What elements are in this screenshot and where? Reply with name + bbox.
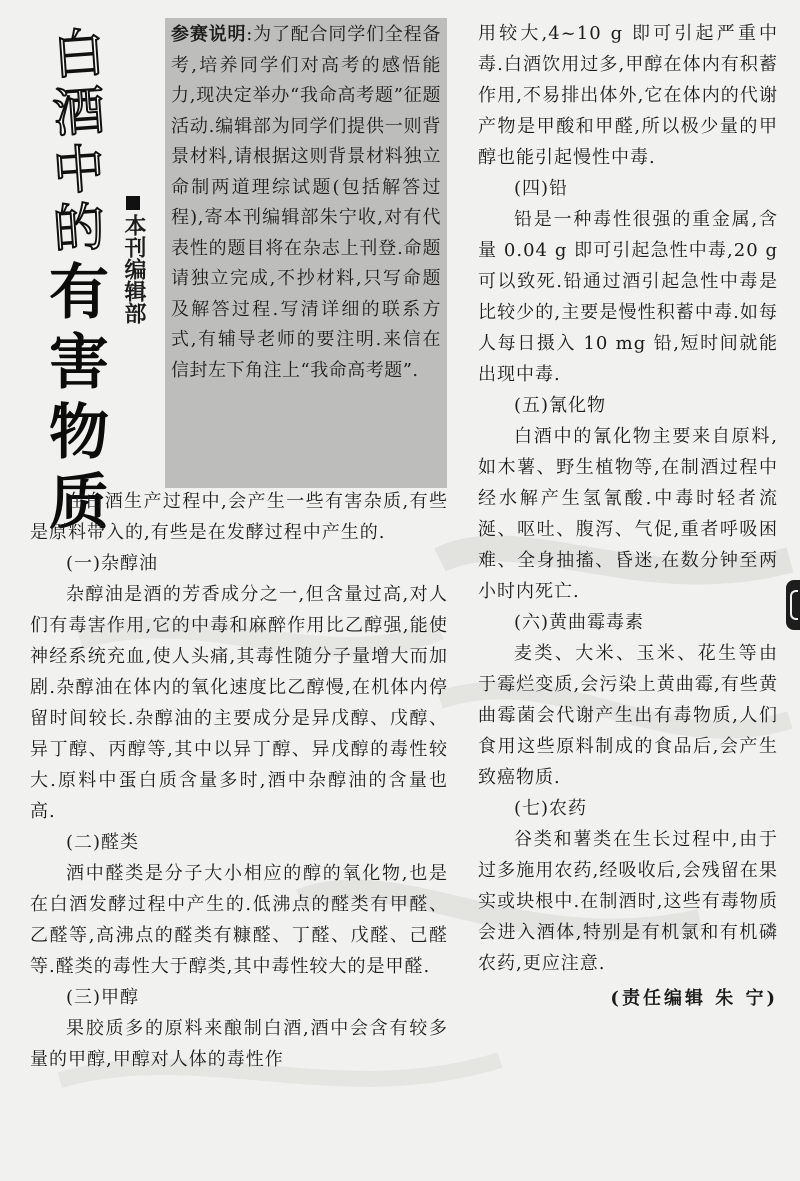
section-heading: (四)铅 bbox=[514, 178, 569, 199]
article-title bbox=[34, 23, 124, 538]
section-body: 白酒中的氰化物主要来自原料,如木薯、野生植物等,在制酒过程中经水解产生氢氰酸.中毒时轻者流涎、呕吐、腹泻、气促,重者呼吸困难、全身抽搐、昏迷,在数分钟至两小时内死亡. bbox=[478, 426, 778, 602]
section-body: 铅是一种毒性很强的重金属,含量 0.04 g 即可引起急性中毒,20 g 可以致死.铅通过酒引起急性中毒是比较少的,主要是慢性积蓄中毒.如每人每日摄入 10 mg 铅,短时间就能出现中毒. bbox=[478, 209, 778, 385]
section-body: 谷类和薯类在生长过程中,由于过多施用农药,经吸收后,会残留在果实或块根中.在制酒时,这些有毒物质会进入酒体,特别是有机氯和有机磷农药,更应注意. bbox=[478, 829, 778, 974]
section-body: 果胶质多的原料来酿制白酒,酒中会含有较多量的甲醇,甲醇对人体的毒性作 bbox=[30, 1018, 448, 1070]
section-body: 杂醇油是酒的芳香成分之一,但含量过高,对人们有毒害作用,它的中毒和麻醉作用比乙醇强,能使神经系统充血,使人头痛,其毒性随分子量增大而加剧.杂醇油在体内的氧化速度比乙醇慢,在机体内停留时间较长.杂醇油的主要成分是异戊醇、戊醇、异丁醇、丙醇等,其中以异丁醇、异戊醇的毒性较大.原料中蛋白质含量多时,酒中杂醇油的含量也高. bbox=[30, 584, 448, 822]
intro-paragraph: 在白酒生产过程中,会产生一些有害杂质,有些是原料带入的,有些是在发酵过程中产生的. bbox=[30, 491, 448, 543]
editor-credit: (责任编辑 朱 宁) bbox=[610, 988, 778, 1009]
title-char: 中 bbox=[50, 139, 108, 203]
article-column-right bbox=[478, 18, 778, 1014]
title-char-bold: 物 bbox=[49, 398, 109, 468]
title-char: 白 bbox=[50, 23, 108, 87]
article-column-left bbox=[30, 486, 448, 1075]
contest-notice-box bbox=[165, 18, 447, 488]
bullet-square-icon bbox=[126, 196, 140, 210]
author-byline bbox=[116, 196, 146, 324]
section-heading: (二)醛类 bbox=[66, 832, 140, 853]
notice-label: 参赛说明 bbox=[171, 24, 247, 45]
continued-paragraph: 用较大,4~10 g 即可引起严重中毒.白酒饮用过多,甲醇在体内有积蓄作用,不易排出体外,它在体内的代谢产物是甲酸和甲醛,所以极少量的甲醇也能引起慢性中毒. bbox=[478, 23, 778, 168]
notice-text: :为了配合同学们全程备考,培养同学们对高考的感悟能力,现决定举办“我命高考题”征题活动.编辑部为同学们提供一则背景材料,请根据这则背景材料独立命制两道理综试题(包括解答过程),寄本刊编辑部朱宁收,对有代表性的题目将在杂志上刊登.命题请独立完成,不抄材料,只写命题及解答过程.写清详细的联系方式,有辅导老师的要注明.来信在信封左下角注上“我命高考题”. bbox=[171, 24, 441, 381]
title-char-bold: 质 bbox=[49, 468, 109, 538]
author-name: 本刊编辑部 bbox=[121, 214, 146, 324]
section-heading: (六)黄曲霉毒素 bbox=[514, 612, 645, 633]
section-heading: (三)甲醇 bbox=[66, 987, 140, 1008]
section-heading: (七)农药 bbox=[514, 798, 588, 819]
title-char: 酒 bbox=[50, 81, 108, 145]
title-char: 的 bbox=[50, 197, 108, 261]
page-edge-tab-icon bbox=[786, 580, 800, 630]
section-heading: (一)杂醇油 bbox=[66, 553, 159, 574]
section-body: 酒中醛类是分子大小相应的醇的氧化物,也是在白酒发酵过程中产生的.低沸点的醛类有甲醛、乙醛等,高沸点的醛类有糠醛、丁醛、戊醛、己醛等.醛类的毒性大于醇类,其中毒性较大的是甲醛. bbox=[30, 863, 448, 977]
section-heading: (五)氰化物 bbox=[514, 395, 607, 416]
title-char-bold: 有 bbox=[49, 258, 109, 328]
section-body: 麦类、大米、玉米、花生等由于霉烂变质,会污染上黄曲霉,有些黄曲霉菌会代谢产生出有毒物质,人们食用这些原料制成的食品后,会产生致癌物质. bbox=[478, 643, 778, 788]
title-char-bold: 害 bbox=[49, 328, 109, 398]
